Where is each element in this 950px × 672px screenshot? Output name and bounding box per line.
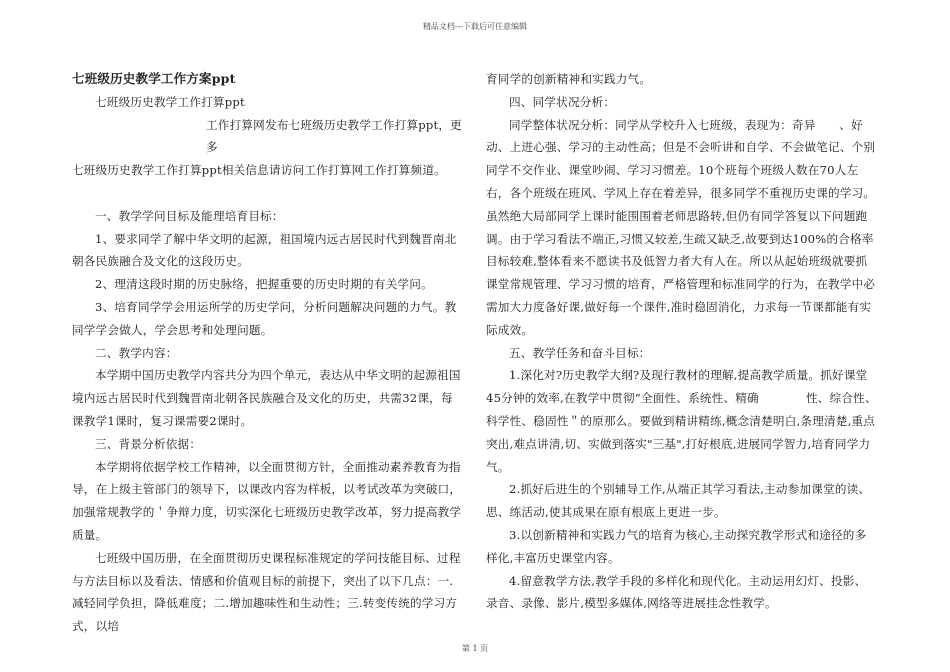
document-subtitle: 七班级历史教学工作打算ppt [95,94,245,109]
section-1-heading: 一、教学学问目标及能理培育目标： [95,208,284,223]
section-2-heading: 二、教学内容： [95,345,178,360]
section-5-paragraph-2: 2.抓好后进生的个别辅导工作,从端正其学习看法,主动参加课堂的读、思、练活动,使其成果在原有根底上更进一步。 [486,482,871,520]
section-5-paragraph-1: 1.深化对?历史教学大纲?及现行教材的理解,提高教学质量。抓好课堂45分钟的效率,在教学中贯彻“全面性、系统性、精确 性、综合性、科学性、稳固性＂的原那么。要做到精讲精练,概念清楚明白,条理清楚,重点突出,难点讲清,切、实做到落实"三基",打好根底,进展同学智力,培育同学力气。 [486,368,877,474]
right-column [486,68,878,615]
section-1-paragraph-3: 3、培育同学学会用运所学的历史学问，分析问题解决问题的力气。教同学学会做人，学会思考和处理问题。 [72,299,457,337]
section-4-heading: 四、同学状况分析： [509,94,616,109]
section-5-heading: 五、教学任务和奋斗目标： [509,345,651,360]
section-5-paragraph-4: 4.留意教学方法,教学手段的多样化和现代化。主动运用幻灯、投影、录音、录像、影片,模型多媒体,网络等进展挂念性教学。 [486,573,867,611]
intro-line-2: 七班级历史教学工作打算ppt相关信息请访问工作打算网工作打算频道。 [72,163,446,178]
document-title: 七班级历史教学工作方案ppt [72,71,236,86]
section-2-paragraph-1: 本学期中国历史教学内容共分为四个单元，表达从中华文明的起源祖国境内远古居民时代到魏晋南北朝各民族融合及文化的历史，共需32课，每课教学1课时，复习课需要2课时。 [72,368,461,428]
section-3-paragraph-2: 七班级中国历册，在全面贯彻历史课程标准规定的学问技能目标、过程与方法目标以及看法、情感和价值观目标的前提下，突出了以下几点：一.减轻同学负担，降低难度；二.增加趣味性和生动性；三.转变传统的学习方式，以培 [72,550,461,634]
page-header: 精品文档---下载后可任意编辑 [422,22,528,31]
left-column [72,68,462,638]
section-5-paragraph-3: 3.以创新精神和实践力气的培育为核心,主动探究教学形式和途径的多样化,丰富历史课堂内容。 [486,527,867,565]
section-3-heading: 三、背景分析依据： [95,436,202,451]
section-4-paragraph-1: 同学整体状况分析：同学从学校升入七班级，表现为：奇异 、好动、上进心强、学习的主动性高；但是不会听讲和自学、不会做笔记、个别同学不交作业、课堂吵闹、学习习惯差。10个班每个班级人数在70人左右，各个班级在班风、学风上存在着差异，很多同学不重视历史课的学习。虽然绝大局部同学上课时能围围着老师思路转,但仍有同学答复以下问题跑调。由于学习看法不端正,习惯又较差,生疏又缺乏,故要到达100%的合格率目标较难,整体看来不愿读书及低智力者大有人在。所以从起始班级就要抓课堂常规管理、学习习惯的培育，严格管理和标准同学的行为，在教学中必需加大力度备好课,做好每一个课件,准时稳固消化，力求每一节课都能有实际成效。 [486,117,876,337]
continued-line: 育同学的创新精神和实践力气。 [486,72,652,86]
section-1-paragraph-2: 2、理清这段时期的历史脉络，把握重要的历史时期的有关学问。 [95,277,433,292]
section-3-paragraph-1: 本学期将依据学校工作精神，以全面贯彻方针，全面推动素养教育为指导，在上级主管部门的领导下，以课改内容为样板，以考试改革为突破口，加强常规教学的＇争辩力度，切实深化七班级历史教学改革，努力提高教学质量。 [72,459,462,542]
section-1-paragraph-1: 1、要求同学了解中华文明的起源，祖国境内远古居民时代到魏晋南北朝各民族融合及文化的这段历史。 [72,231,457,269]
intro-line-1: 工作打算网发布七班级历史教学工作打算ppt，更多 [206,117,462,155]
page-footer: 第 1 页 [461,644,489,653]
